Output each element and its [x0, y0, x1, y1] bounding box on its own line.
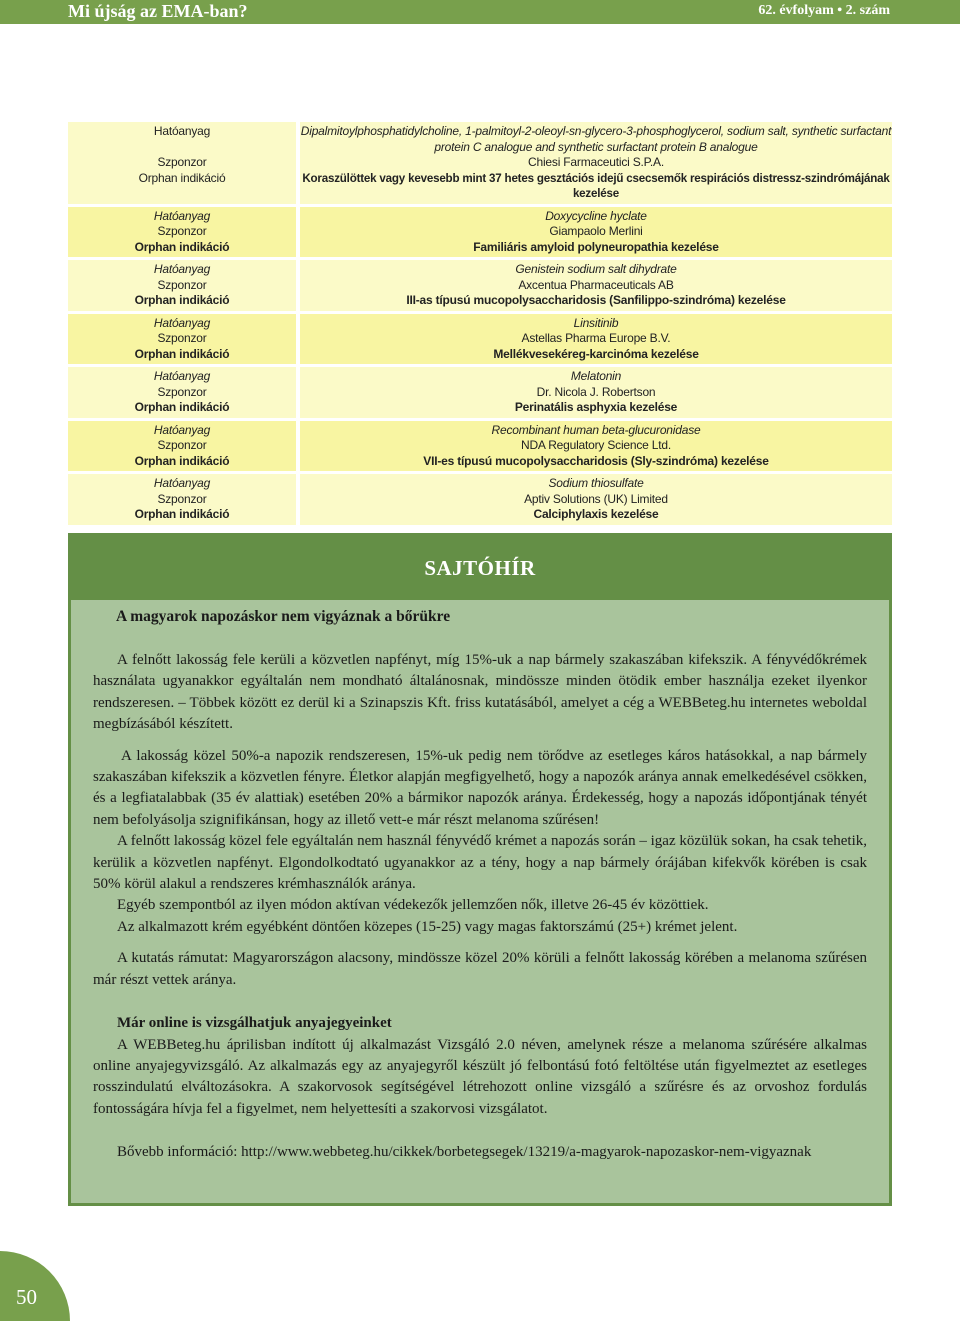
- label-spacer: [68, 140, 296, 156]
- page-header: [0, 0, 960, 24]
- label-indication: Orphan indikáció: [134, 293, 230, 307]
- substance-text: Melatonin: [570, 369, 622, 383]
- label-substance: Hatóanyag: [153, 476, 211, 490]
- article-body: [93, 650, 867, 1164]
- substance-text: Genistein sodium salt dihydrate: [515, 262, 677, 276]
- orphan-row: [68, 474, 892, 528]
- sponsor-text: NDA Regulatory Science Ltd.: [520, 438, 671, 452]
- label-sponsor: Szponzor: [157, 224, 207, 238]
- paragraph: A kutatás rámutat: Magyarországon alacsony, mindössze közel 20% körüli a felnőtt lakosság körében a melanoma szűrésen már részt vettek aránya.: [93, 950, 867, 988]
- substance-text: protein C analogue and synthetic surfactant protein B analogue: [434, 139, 758, 154]
- label-indication: Orphan indikáció: [138, 170, 226, 185]
- substance-text: Doxycycline hyclate: [545, 208, 647, 223]
- orphan-row: [68, 260, 892, 314]
- paragraph: Egyéb szempontból az ilyen módon aktívan védekezők jellemzően nők, illetve 26-45 év közöttiek.: [117, 897, 709, 914]
- substance-text: Dipalmitoylphosphatidylcholine, 1-palmitoyl-2-oleoyl-sn-glycero-3-phosphoglycerol, sodium salt, synthetic surfactant: [300, 124, 892, 138]
- label-indication: Orphan indikáció: [134, 400, 230, 414]
- label-substance: Hatóanyag: [153, 124, 211, 138]
- indication-text: Koraszülöttek vagy kevesebb mint 37 hetes gesztációs idejű csecsemők respirációs distressz-szindrómájának kezelése: [302, 171, 890, 200]
- label-sponsor: Szponzor: [157, 155, 207, 169]
- label-sponsor: Szponzor: [157, 277, 207, 292]
- indication-text: Familiáris amyloid polyneuropathia kezelése: [473, 239, 719, 254]
- orphan-values: [300, 207, 892, 258]
- orphan-row: [68, 421, 892, 475]
- sponsor-text: Astellas Pharma Europe B.V.: [521, 331, 671, 345]
- label-substance: Hatóanyag: [153, 262, 211, 276]
- sponsor-text: Chiesi Farmaceutici S.P.A.: [528, 155, 664, 169]
- header-issue: 62. évfolyam • 2. szám: [758, 3, 890, 18]
- orphan-values: [300, 421, 892, 472]
- orphan-row: [68, 367, 892, 421]
- more-info-link[interactable]: Bővebb információ: http://www.webbeteg.hu/cikkek/borbetegsegek/13219/a-magyarok-napozaskor-nem-vigyaznak: [117, 1144, 812, 1161]
- sponsor-text: Dr. Nicola J. Robertson: [536, 384, 656, 399]
- label-sponsor: Szponzor: [157, 491, 207, 506]
- orphan-values: [300, 474, 892, 525]
- label-sponsor: Szponzor: [157, 384, 207, 399]
- article-subheading: Már online is vizsgálhatjuk anyajegyeinket: [117, 1015, 392, 1032]
- indication-text: VII-es típusú mucopolysaccharidosis (Sly-szindróma) kezelése: [423, 453, 769, 468]
- orphan-row: [68, 207, 892, 261]
- orphan-labels: [68, 421, 296, 472]
- orphan-values: [300, 122, 892, 204]
- orphan-values: [300, 367, 892, 418]
- paragraph: A felnőtt lakosság közel fele egyáltalán nem használ fényvédő krémet a napozás során – igaz közülük sokan, ha csak tehetik, kerülik a közvetlen napfényt. Elgondolkodtató ugyanakkor az a tény, hogy a nap bármely órájában kifekvők körében is csak 50% körül alakul a rendszeres krémhasználók aránya.: [93, 833, 867, 893]
- orphan-labels: [68, 122, 296, 204]
- substance-text: Recombinant human beta-glucuronidase: [491, 422, 701, 437]
- press-box: [68, 533, 892, 1206]
- paragraph: Az alkalmazott krém egyébként döntően közepes (15-25) vagy magas faktorszámú (25+) krémet jelent.: [117, 918, 738, 935]
- page-number: 50: [16, 1285, 37, 1309]
- orphan-table: [68, 122, 892, 528]
- label-substance: Hatóanyag: [153, 315, 211, 330]
- press-title: SAJTÓHÍR: [424, 556, 536, 580]
- paragraph: A felnőtt lakosság fele kerüli a közvetlen napfényt, míg 15%-uk a nap bármely szakaszában kifekszik. A fényvédőkrémek használata ugyanakkor egyáltalán nem mondható általánosnak, mindössze minden ötödik ember használja ezeket ilyenkor rendszeresen. – Többek között ez derül ki a Szinapszis Kft. friss kutatásából, amelyet a cég a WEBBeteg.hu internetes weboldal megbízásából készített.: [93, 652, 867, 733]
- indication-text: Calciphylaxis kezelése: [533, 507, 659, 521]
- label-indication: Orphan indikáció: [134, 346, 230, 361]
- indication-text: Mellékvesekéreg-karcinóma kezelése: [493, 346, 699, 361]
- label-substance: Hatóanyag: [153, 422, 211, 437]
- substance-text: Linsitinib: [573, 315, 619, 330]
- header-title: Mi újság az EMA-ban?: [68, 1, 248, 21]
- label-indication: Orphan indikáció: [134, 239, 230, 254]
- label-substance: Hatóanyag: [153, 208, 211, 223]
- indication-text: III-as típusú mucopolysaccharidosis (Sanfilippo-szindróma) kezelése: [406, 293, 786, 307]
- label-sponsor: Szponzor: [157, 438, 207, 452]
- orphan-labels: [68, 207, 296, 258]
- orphan-row: [68, 314, 892, 368]
- label-indication: Orphan indikáció: [134, 453, 230, 468]
- orphan-labels: [68, 314, 296, 365]
- orphan-values: [300, 314, 892, 365]
- sponsor-text: Axcentua Pharmaceuticals AB: [518, 277, 674, 292]
- orphan-labels: [68, 260, 296, 311]
- sponsor-text: Aptiv Solutions (UK) Limited: [524, 491, 668, 506]
- substance-text: Sodium thiosulfate: [548, 476, 644, 490]
- label-sponsor: Szponzor: [157, 331, 207, 345]
- label-indication: Orphan indikáció: [134, 507, 230, 521]
- orphan-row: [68, 122, 892, 207]
- paragraph: A lakosság közel 50%-a napozik rendszeresen, 15%-uk pedig nem törődve az esetleges káros hatásokkal, a nap bármely szakaszában kifekszik a közvetlen fényre. Életkor alapján megfigyelhető, hogy a napozók aránya annak emelkedésével csökken, és a legfiatalabbak (35 év alattiak) esetében 20% a bármikor napozók aránya. Érdekesség, hogy a napozás időpontjának tényét nem befolyásolja szignifikánsan, hogy az illető vett-e már részt melanoma szűrésen!: [93, 747, 867, 828]
- orphan-labels: [68, 474, 296, 525]
- article-heading: A magyarok napozáskor nem vigyáznak a bőrükre: [116, 608, 451, 625]
- label-substance: Hatóanyag: [153, 369, 211, 383]
- orphan-labels: [68, 367, 296, 418]
- press-content: [71, 600, 889, 1203]
- indication-text: Perinatális asphyxia kezelése: [514, 400, 678, 414]
- paragraph: A WEBBeteg.hu áprilisban indított új alkalmazást Vizsgáló 2.0 néven, amelynek része a melanoma szűrésére alkalmas online anyajegyvizsgáló. Az alkalmazás egy az anyajegyről készült jó felbontású fotó feltöltése után figyelmeztet az esetleges rosszindulatú elváltozásokra. A szakorvosok segítségével létrehozott online vizsgáló a szűrésre és az orvoshoz fordulás fontosságára hívja fel a figyelmet, nem helyettesíti a szakorvosi vizsgálatot.: [93, 1036, 867, 1117]
- orphan-values: [300, 260, 892, 311]
- sponsor-text: Giampaolo Merlini: [549, 224, 643, 238]
